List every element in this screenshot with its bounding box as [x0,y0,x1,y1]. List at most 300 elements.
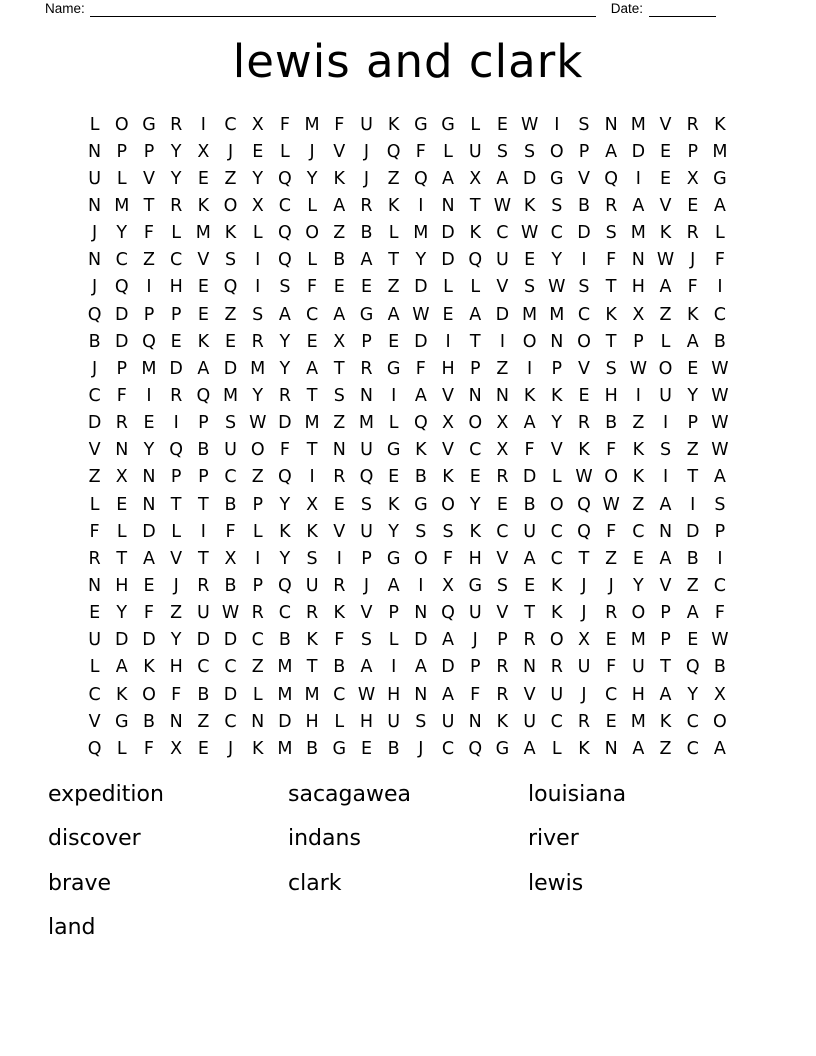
grid-letter: O [604,467,619,488]
grid-letter: C [224,657,237,678]
grid-letter: L [334,711,345,732]
grid-letter: Q [223,277,238,298]
grid-letter: D [115,630,129,651]
grid-letter: Y [116,603,128,624]
grid-letter: C [713,575,727,596]
grid-letter: S [551,195,563,216]
grid-letter: L [252,684,263,705]
grid-letter: D [87,413,102,434]
grid-letter: I [336,548,342,569]
grid-letter: T [116,548,128,569]
grid-letter: N [251,711,265,732]
grid-letter: H [359,711,374,732]
grid-letter: F [279,440,290,461]
grid-letter: D [414,331,428,352]
grid-letter: Q [468,738,483,759]
grid-letter: P [361,548,372,569]
grid-letter: V [333,521,346,542]
grid-letter: T [333,358,345,379]
grid-letter: Z [605,548,618,569]
grid-letter: Q [278,168,292,189]
grid-letter: F [415,141,426,162]
grid-letter: I [635,168,641,189]
grid-letter: J [608,575,614,596]
grid-letter: K [306,521,318,542]
grid-letter: B [686,548,699,569]
grid-letter: M [277,738,293,759]
grid-letter: I [391,385,397,406]
grid-letter: Q [359,467,374,488]
grid-letter: S [360,630,373,651]
grid-letter: K [387,114,400,135]
grid-letter: J [690,250,696,271]
grid-letter: U [224,440,237,461]
grid-letter: Y [469,494,481,515]
grid-letter: K [551,603,563,624]
grid-letter: K [387,195,400,216]
grid-letter: P [687,413,698,434]
grid-letter: N [142,494,156,515]
grid-letter: H [387,684,401,705]
grid-letter: Y [279,331,291,352]
grid-letter: W [520,114,539,135]
grid-letter: N [332,440,346,461]
grid-letter: F [606,521,617,542]
grid-letter: O [549,141,564,162]
word-list-item: indans [288,826,361,852]
grid-letter: A [632,195,645,216]
grid-letter: S [442,521,454,542]
grid-letter: A [306,358,319,379]
grid-letter: D [115,304,129,325]
grid-letter: C [686,738,699,759]
grid-letter: J [581,684,587,705]
grid-letter: S [496,141,508,162]
grid-letter: S [714,494,726,515]
word-list-item: brave [48,870,112,896]
grid-letter: V [496,548,509,569]
grid-letter: W [520,223,539,244]
grid-letter: S [605,358,617,379]
grid-letter: Q [685,657,700,678]
grid-letter: P [633,331,644,352]
grid-letter: T [605,277,617,298]
grid-letter: D [278,413,292,434]
grid-letter: L [116,168,127,189]
grid-letter: Z [170,603,183,624]
grid-letter: W [711,385,729,406]
grid-letter: D [169,358,183,379]
grid-letter: E [660,141,672,162]
grid-letter: N [142,467,156,488]
grid-letter: Y [279,494,291,515]
grid-letter: O [441,494,455,515]
grid-letter: N [88,141,102,162]
grid-letter: J [92,358,98,379]
grid-letter: P [687,141,698,162]
grid-letter: K [197,331,210,352]
grid-letter: P [361,331,372,352]
grid-letter: I [309,467,315,488]
grid-letter: A [713,738,726,759]
grid-letter: X [333,331,346,352]
grid-letter: U [631,657,645,678]
grid-letter: D [196,630,211,651]
grid-letter: O [468,413,483,434]
grid-letter: R [686,114,699,135]
grid-letter: A [387,304,400,325]
grid-letter: W [575,467,593,488]
grid-letter: D [278,711,292,732]
grid-letter: C [605,684,618,705]
grid-letter: T [605,331,617,352]
grid-letter: G [468,575,482,596]
grid-letter: Q [278,250,292,271]
grid-letter: D [223,684,238,705]
grid-letter: X [442,413,455,434]
grid-letter: C [550,521,563,542]
grid-letter: Y [279,548,291,569]
grid-letter: Z [659,304,672,325]
word-list-column-1 [48,772,288,950]
grid-letter: Z [333,413,346,434]
grid-letter: Q [577,494,591,515]
word-list [48,772,768,950]
grid-letter: Y [143,440,155,461]
grid-letter: P [198,467,209,488]
grid-letter: W [249,413,267,434]
grid-letter: A [442,168,455,189]
grid-letter: R [333,467,346,488]
grid-letter: I [445,331,451,352]
grid-letter: P [469,358,481,379]
grid-letter: C [251,630,264,651]
grid-letter: K [714,114,726,135]
grid-letter: G [441,114,455,135]
grid-letter: K [143,657,155,678]
grid-letter: O [577,331,591,352]
grid-letter: D [522,467,537,488]
grid-letter: P [143,141,155,162]
grid-letter: A [333,195,346,216]
grid-letter: Y [415,250,427,271]
grid-letter: W [629,358,647,379]
grid-letter: F [606,250,617,271]
grid-letter: R [360,358,373,379]
grid-letter: J [363,168,370,189]
grid-letter: V [496,277,509,298]
grid-letter: A [523,738,536,759]
grid-letter: C [713,304,727,325]
grid-letter: A [659,494,672,515]
grid-letter: L [171,223,182,244]
word-list-column-2 [288,772,528,950]
grid-letter: X [469,168,482,189]
grid-letter: X [224,548,237,569]
grid-letter: K [116,684,128,705]
grid-letter: Q [196,385,211,406]
grid-letter: C [496,521,509,542]
grid-letter: E [143,413,155,434]
grid-letter: H [305,711,319,732]
grid-letter: V [360,603,373,624]
grid-letter: X [170,738,183,759]
grid-letter: E [333,494,345,515]
grid-letter: C [115,250,128,271]
grid-letter: X [115,467,128,488]
grid-letter: Y [632,575,644,596]
grid-letter: A [442,684,455,705]
grid-letter: W [548,277,566,298]
grid-letter: U [468,603,482,624]
grid-letter: N [523,657,537,678]
grid-letter: K [333,603,346,624]
grid-letter: R [251,331,264,352]
grid-letter: Z [251,467,264,488]
grid-letter: A [278,304,291,325]
grid-letter: A [387,575,400,596]
grid-letter: F [687,277,698,298]
grid-letter: F [225,521,236,542]
grid-letter: A [632,738,645,759]
grid-letter: S [415,711,427,732]
grid-letter: C [496,223,509,244]
grid-letter: J [472,630,478,651]
grid-letter: H [631,684,645,705]
grid-letter: O [223,195,238,216]
grid-letter: M [358,413,375,434]
grid-letter: Z [333,223,346,244]
grid-letter: Z [387,168,400,189]
grid-letter: K [197,195,210,216]
grid-letter: I [527,358,533,379]
grid-letter: R [523,630,536,651]
grid-letter: R [496,467,509,488]
grid-letter: X [251,114,264,135]
word-list-column-3 [528,772,768,950]
grid-letter: S [524,141,536,162]
grid-letter: A [713,467,726,488]
grid-letter: F [334,114,345,135]
grid-letter: B [197,684,210,705]
name-label: Name: [45,1,85,16]
grid-letter: D [223,630,238,651]
grid-letter: G [414,494,428,515]
grid-letter: M [304,114,320,135]
grid-letter: F [143,603,154,624]
grid-letter: R [333,575,346,596]
grid-letter: L [89,494,100,515]
grid-letter: E [578,385,590,406]
grid-letter: T [170,494,182,515]
grid-letter: Q [142,331,156,352]
grid-letter: N [441,195,455,216]
grid-letter: X [306,494,319,515]
grid-letter: U [360,114,373,135]
grid-letter: U [387,711,401,732]
grid-letter: Z [686,575,699,596]
grid-letter: N [604,738,618,759]
grid-letter: T [306,440,318,461]
grid-letter: M [195,223,211,244]
grid-letter: B [523,494,536,515]
grid-letter: P [714,521,726,542]
grid-letter: C [88,385,101,406]
grid-letter: A [713,195,726,216]
grid-letter: O [305,223,319,244]
grid-letter: R [251,603,264,624]
grid-letter: H [115,575,129,596]
grid-letter: S [279,277,291,298]
grid-letter: R [577,711,591,732]
grid-letter: R [360,195,373,216]
grid-letter: D [142,630,156,651]
grid-letter: J [581,603,587,624]
grid-letter: N [88,195,102,216]
grid-letter: J [173,575,179,596]
grid-letter: V [88,711,101,732]
grid-letter: C [632,521,645,542]
grid-letter: E [360,738,372,759]
grid-letter: D [522,168,537,189]
grid-letter: C [686,711,699,732]
grid-letter: M [413,223,429,244]
date-blank-line [649,2,716,17]
grid-letter: Y [170,630,182,651]
grid-letter: Y [551,413,563,434]
grid-letter: K [523,195,536,216]
grid-letter: D [495,304,510,325]
grid-letter: U [550,684,564,705]
grid-letter: K [496,711,509,732]
grid-letter: K [306,630,318,651]
grid-letter: B [306,738,319,759]
grid-letter: C [469,440,482,461]
grid-letter: R [496,684,509,705]
grid-letter: C [197,657,210,678]
grid-letter: E [197,168,209,189]
grid-letter: F [171,684,182,705]
grid-letter: W [602,494,620,515]
grid-letter: M [277,657,293,678]
grid-letter: I [418,195,424,216]
grid-letter: V [442,440,455,461]
grid-letter: F [334,630,345,651]
grid-letter: E [660,168,672,189]
grid-letter: I [717,548,723,569]
grid-letter: O [142,684,156,705]
grid-letter: M [250,358,266,379]
grid-letter: S [224,250,237,271]
grid-letter: E [306,331,318,352]
grid-letter: L [280,141,290,162]
grid-letter: M [549,304,565,325]
grid-letter: M [630,114,646,135]
grid-letter: B [713,657,726,678]
grid-letter: I [173,413,179,434]
grid-letter: N [359,385,374,406]
grid-letter: X [632,304,645,325]
grid-letter: V [170,548,183,569]
grid-letter: U [468,141,482,162]
grid-letter: I [146,385,152,406]
grid-letter: C [577,304,591,325]
grid-letter: K [659,711,672,732]
grid-letter: R [197,575,210,596]
grid-letter: Q [468,250,483,271]
grid-letter: T [687,467,699,488]
grid-letter: E [469,467,481,488]
grid-letter: X [496,440,509,461]
grid-letter: G [115,711,129,732]
grid-letter: F [279,114,290,135]
grid-letter: I [662,413,669,434]
grid-letter: E [170,331,182,352]
grid-letter: A [686,603,699,624]
grid-letter: S [578,277,590,298]
grid-letter: Z [88,467,101,488]
grid-letter: P [252,494,263,515]
grid-letter: C [278,195,292,216]
grid-letter: A [360,250,373,271]
word-list-item: land [48,915,96,941]
grid-letter: V [88,440,101,461]
grid-letter: D [631,141,646,162]
grid-letter: U [496,250,509,271]
grid-letter: I [418,575,424,596]
grid-letter: P [388,603,399,624]
grid-letter: Z [632,413,645,434]
grid-letter: U [88,168,101,189]
grid-letter: R [605,195,618,216]
grid-letter: E [687,358,699,379]
grid-letter: G [495,738,510,759]
grid-letter: D [441,250,455,271]
grid-letter: K [686,304,699,325]
grid-letter: D [414,277,428,298]
grid-letter: T [388,250,399,271]
grid-letter: A [523,413,536,434]
grid-letter: R [306,603,319,624]
grid-letter: B [414,467,427,488]
grid-letter: O [549,630,564,651]
grid-letter: S [659,440,672,461]
grid-letter: S [360,494,373,515]
grid-letter: E [89,603,101,624]
grid-letter: S [224,413,237,434]
grid-letter: A [360,657,373,678]
grid-letter: Y [306,168,318,189]
grid-letter: N [604,114,618,135]
grid-letter: S [333,385,345,406]
grid-letter: K [578,738,590,759]
grid-letter: Y [116,223,128,244]
grid-letter: F [143,223,154,244]
grid-letter: J [92,223,98,244]
grid-letter: G [332,738,347,759]
grid-letter: V [659,575,672,596]
grid-letter: I [690,494,696,515]
grid-letter: I [662,467,669,488]
grid-letter: R [170,385,183,406]
grid-letter: L [388,223,399,244]
grid-letter: F [606,440,617,461]
grid-letter: A [523,548,536,569]
grid-letter: L [443,141,453,162]
grid-letter: L [116,738,127,759]
grid-letter: N [550,331,564,352]
grid-letter: X [686,168,699,189]
